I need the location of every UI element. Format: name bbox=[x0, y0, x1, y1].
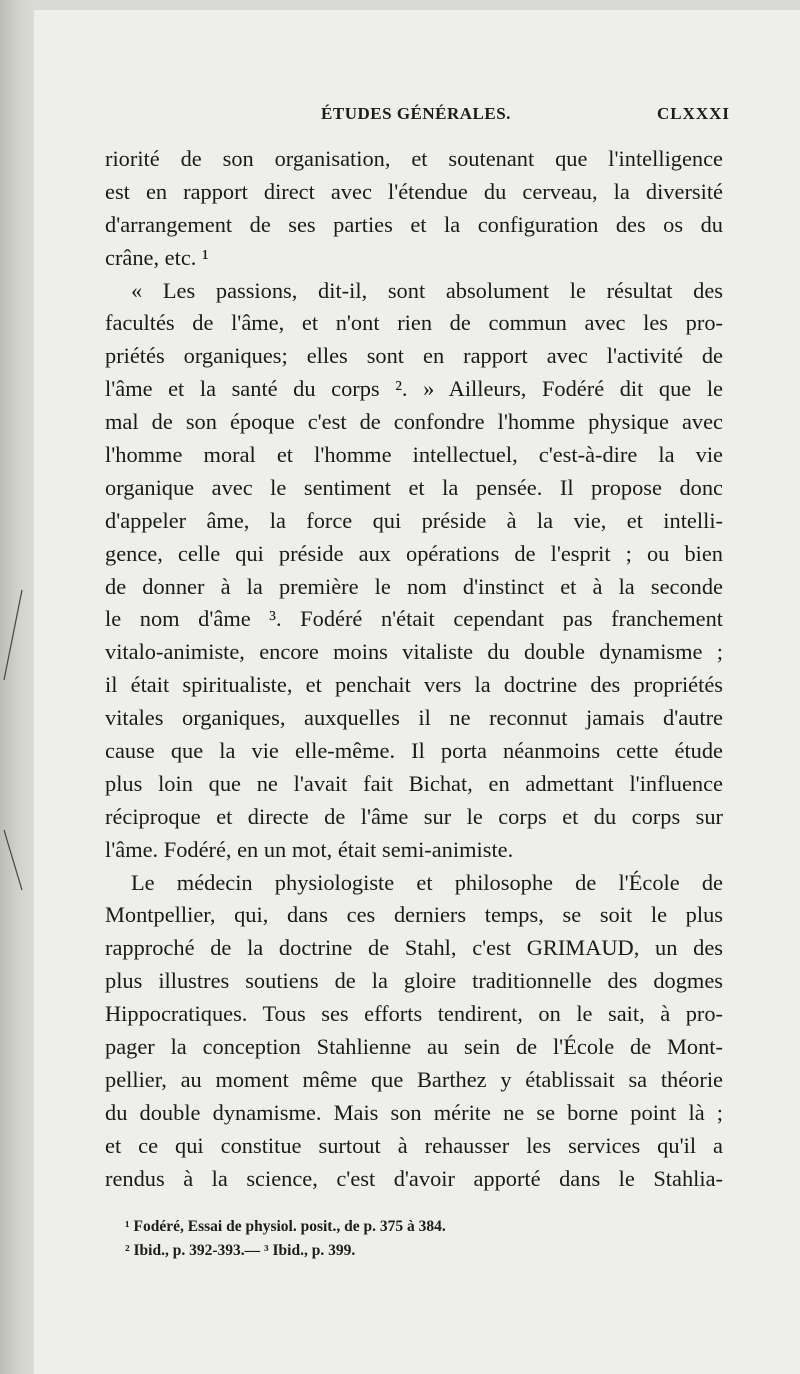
text-line: « Les passions, dit-il, sont absolument le résultat des bbox=[131, 277, 723, 303]
text-line: réciproque et directe de l'âme sur le corps et du corps sur bbox=[105, 803, 723, 829]
footnote: ¹ Fodéré, Essai de physiol. posit., de p. 375 à 384. bbox=[125, 1218, 446, 1235]
text-line: plus loin que ne l'avait fait Bichat, en admettant l'influence bbox=[105, 770, 723, 796]
text-line: Montpellier, qui, dans ces derniers temps, se soit le plus bbox=[105, 902, 723, 928]
text-line: pager la conception Stahlienne au sein de l'École de Mont- bbox=[105, 1034, 723, 1060]
text-line: est en rapport direct avec l'étendue du cerveau, la diversité bbox=[105, 178, 723, 204]
page-header bbox=[105, 104, 730, 134]
page-number: CLXXXI bbox=[656, 104, 730, 123]
text-line: d'appeler âme, la force qui préside à la vie, et intelli- bbox=[105, 507, 723, 533]
text-line: d'arrangement de ses parties et la configuration des os du bbox=[105, 211, 723, 237]
text-line: le nom d'âme ³. Fodéré n'était cependant pas franchement bbox=[105, 606, 723, 632]
text-line: rapproché de la doctrine de Stahl, c'est GRIMAUD, un des bbox=[105, 935, 723, 961]
text-line: l'âme et la santé du corps ². » Ailleurs, Fodéré dit que le bbox=[105, 376, 723, 402]
text-line: rendus à la science, c'est d'avoir apporté dans le Stahlia- bbox=[105, 1165, 723, 1191]
margin-pencil-mark bbox=[0, 580, 40, 900]
text-line: l'âme. Fodéré, en un mot, était semi-animiste. bbox=[105, 836, 514, 862]
body-text bbox=[105, 143, 723, 1196]
text-line: crâne, etc. ¹ bbox=[105, 244, 209, 270]
text-line: riorité de son organisation, et soutenant que l'intelligence bbox=[105, 146, 723, 171]
text-line: pellier, au moment même que Barthez y établissait sa théorie bbox=[105, 1066, 723, 1092]
footnote: ² Ibid., p. 392-393.— ³ Ibid., p. 399. bbox=[125, 1242, 356, 1259]
text-line: priétés organiques; elles sont en rapport avec l'activité de bbox=[105, 343, 723, 369]
footnotes bbox=[125, 1215, 685, 1263]
text-line: vitales organiques, auxquelles il ne reconnut jamais d'autre bbox=[105, 705, 723, 731]
text-line: l'homme moral et l'homme intellectuel, c'est-à-dire la vie bbox=[105, 442, 723, 468]
text-line: du double dynamisme. Mais son mérite ne se borne point là ; bbox=[105, 1099, 723, 1125]
text-line: plus illustres soutiens de la gloire traditionnelle des dogmes bbox=[105, 968, 723, 994]
text-line: cause que la vie elle-même. Il porta néanmoins cette étude bbox=[105, 738, 723, 764]
text-line: Hippocratiques. Tous ses efforts tendirent, on le sait, à pro- bbox=[105, 1001, 723, 1027]
text-line: vitalo-animiste, encore moins vitaliste du double dynamisme ; bbox=[105, 639, 723, 665]
text-line: et ce qui constitue surtout à rehausser les services qu'il a bbox=[105, 1132, 723, 1158]
text-line: il était spiritualiste, et penchait vers la doctrine des propriétés bbox=[105, 672, 723, 698]
text-line: mal de son époque c'est de confondre l'homme physique avec bbox=[105, 409, 723, 435]
text-line: facultés de l'âme, et n'ont rien de commun avec les pro- bbox=[105, 310, 723, 336]
text-line: organique avec le sentiment et la pensée. Il propose donc bbox=[105, 474, 723, 500]
text-line: Le médecin physiologiste et philosophe de l'École de bbox=[131, 869, 723, 895]
text-line: gence, celle qui préside aux opérations de l'esprit ; ou bien bbox=[105, 540, 723, 566]
running-title: ÉTUDES GÉNÉRALES. bbox=[321, 104, 511, 123]
text-line: de donner à la première le nom d'instinct et à la seconde bbox=[105, 573, 723, 599]
